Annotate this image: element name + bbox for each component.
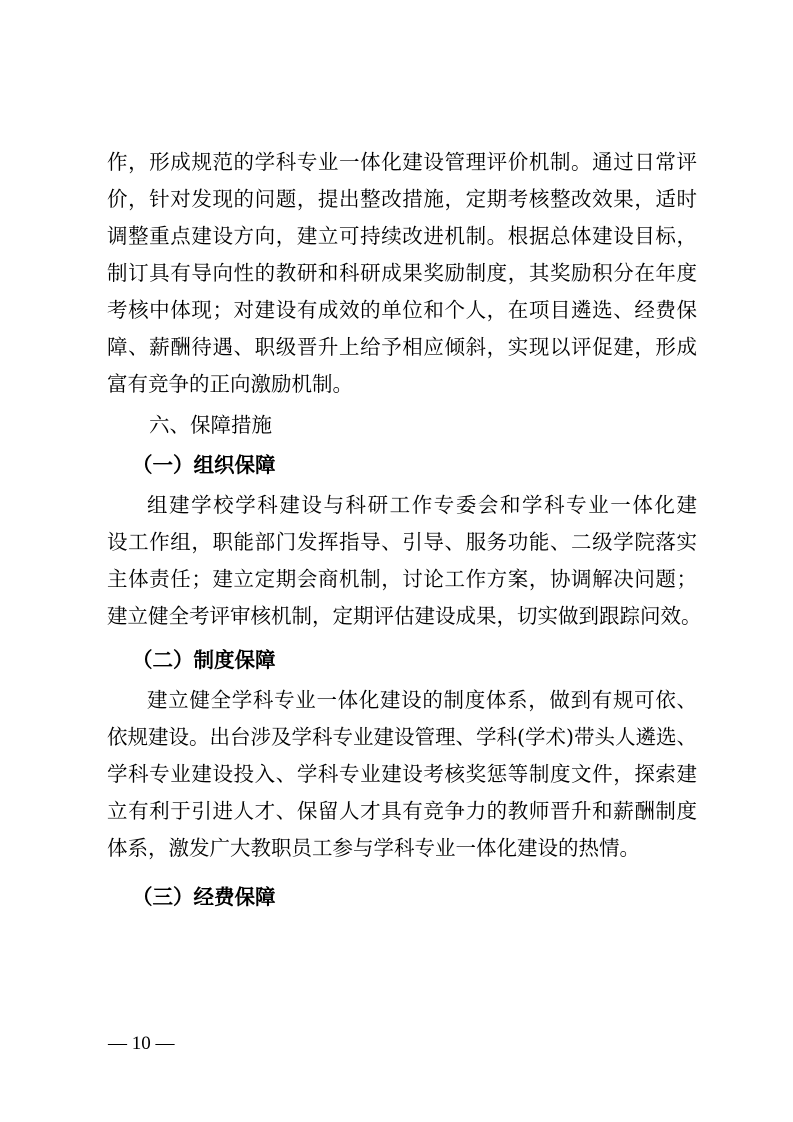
paragraph-line: 体系，激发广大教职员工参与学科专业一体化建设的热情。 — [107, 836, 640, 860]
paragraph-line: 调整重点建设方向，建立可持续改进机制。根据总体建设目标， — [107, 224, 697, 248]
paragraph-line: 学科专业建设投入、学科专业建设考核奖惩等制度文件，探索建 — [107, 762, 697, 786]
paragraph-line: 建立健全考评审核机制，定期评估建设成果，切实做到跟踪问效。 — [107, 604, 702, 628]
paragraph-line: 作，形成规范的学科专业一体化建设管理评价机制。通过日常评 — [107, 150, 697, 174]
paragraph-line: 依规建设。出台涉及学科专业建设管理、学科(学术)带头人遴选、 — [107, 725, 697, 749]
subsection-heading-system: （二）制度保障 — [132, 648, 276, 672]
paragraph-line: 制订具有导向性的教研和科研成果奖励制度，其奖励积分在年度 — [107, 261, 697, 285]
paragraph-line: 建立健全学科专业一体化建设的制度体系，做到有规可依、 — [147, 688, 697, 712]
paragraph-line: 组建学校学科建设与科研工作专委会和学科专业一体化建 — [147, 493, 697, 517]
paragraph-line: 富有竞争的正向激励机制。 — [107, 372, 353, 396]
subsection-heading-organization: （一）组织保障 — [132, 453, 276, 477]
page-number: — 10 — — [108, 1033, 175, 1054]
paragraph-line: 障、薪酬待遇、职级晋升上给予相应倾斜，实现以评促建，形成 — [107, 335, 697, 359]
paragraph-line: 立有利于引进人才、保留人才具有竞争力的教师晋升和薪酬制度 — [107, 799, 697, 823]
paragraph-line: 设工作组，职能部门发挥指导、引导、服务功能、二级学院落实 — [107, 530, 697, 554]
paragraph-line: 价，针对发现的问题，提出整改措施，定期考核整改效果，适时 — [107, 187, 697, 211]
section-heading: 六、保障措施 — [149, 413, 272, 437]
paragraph-line: 考核中体现；对建设有成效的单位和个人，在项目遴选、经费保 — [107, 298, 697, 322]
subsection-heading-funding: （三）经费保障 — [132, 885, 276, 909]
paragraph-line: 主体责任；建立定期会商机制，讨论工作方案，协调解决问题； — [107, 567, 697, 591]
